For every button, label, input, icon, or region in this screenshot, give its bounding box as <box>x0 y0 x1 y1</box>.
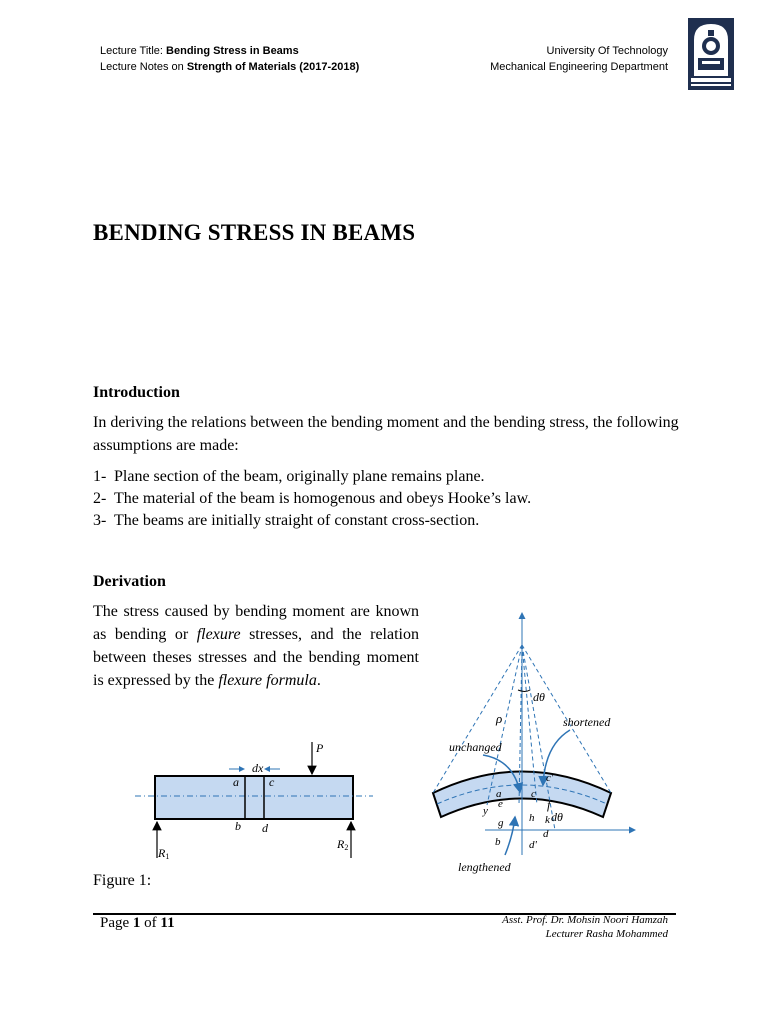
label-g: g <box>498 817 504 829</box>
label-c-prime: c' <box>546 772 554 784</box>
label-R2-main: R <box>337 837 345 851</box>
flexure-term: flexure <box>196 626 241 643</box>
label-P: P <box>316 741 324 755</box>
label-R1 <box>157 846 169 861</box>
flexure-formula-term: flexure formula <box>218 672 317 689</box>
beam-figure <box>125 738 385 868</box>
header-right <box>490 43 668 75</box>
footer-authors <box>502 913 668 941</box>
label-d: d <box>262 821 268 835</box>
page-number <box>100 915 175 932</box>
label-a: a <box>233 775 239 789</box>
label-c: c <box>269 775 275 789</box>
label-a: a <box>496 788 502 800</box>
label-dtheta: dθ <box>551 810 563 824</box>
page-prefix: Page <box>100 915 133 931</box>
label-b: b <box>495 836 501 848</box>
label-R1-sub: 1 <box>165 852 170 861</box>
label-rho: ρ <box>496 711 503 726</box>
lecture-notes-prefix: Lecture Notes on <box>100 61 187 73</box>
lecture-title: Bending Stress in Beams <box>166 45 299 57</box>
label-h: h <box>529 812 535 824</box>
list-item-number: 2- <box>93 490 107 507</box>
label-R1-main: R <box>158 846 166 860</box>
label-R2-sub: 2 <box>344 843 349 852</box>
label-unchanged: unchanged <box>449 740 502 754</box>
author-1: Asst. Prof. Dr. Mohsin Noori Hamzah <box>502 914 668 926</box>
label-R2 <box>336 837 348 852</box>
derivation-text-part: The stress caused by bending moment are known as bending or <box>93 603 419 643</box>
list-item-text: The material of the beam is homogenous and obeys Hooke’s law. <box>114 490 532 507</box>
lecture-title-line <box>100 43 359 59</box>
label-c: c <box>531 788 536 800</box>
dtheta-arc <box>518 690 530 692</box>
list-item-text: The beams are initially straight of constant cross-section. <box>114 512 480 529</box>
label-lengthened: lengthened <box>458 860 511 874</box>
derivation-text-part: stresses, and the relation between theses stresses and the bending moment is expressed by the <box>93 626 419 689</box>
page-title: BENDING STRESS IN BEAMS <box>93 220 416 245</box>
assumptions-list <box>93 466 531 532</box>
label-shortened: shortened <box>563 715 611 729</box>
label-d-prime: d' <box>529 839 537 851</box>
figure-caption: Figure 1: <box>93 872 152 889</box>
derivation-heading: Derivation <box>93 573 166 590</box>
header-left <box>100 43 359 75</box>
lecture-title-prefix: Lecture Title: <box>100 45 167 57</box>
lecture-notes-line <box>100 59 359 75</box>
list-item <box>93 488 531 510</box>
bent-beam-figure <box>425 605 645 880</box>
university-logo-icon <box>686 16 736 92</box>
label-k: k <box>545 814 550 826</box>
beam-body <box>155 776 353 819</box>
dx-label: dx <box>252 761 264 775</box>
course-name: Strength of Materials (2017-2018) <box>186 61 360 73</box>
author-2: Lecturer Rasha Mohammed <box>545 928 668 940</box>
derivation-text-part: . <box>316 672 321 689</box>
label-d: d <box>543 828 549 840</box>
label-b: b <box>235 819 241 833</box>
list-item <box>93 510 531 532</box>
label-dtheta-top: dθ <box>533 690 545 704</box>
page-of: of <box>140 915 161 931</box>
department-name: Mechanical Engineering Department <box>490 61 668 73</box>
label-f: f <box>547 798 551 812</box>
list-item-number: 1- <box>93 468 107 485</box>
label-e: e <box>498 798 503 810</box>
list-item <box>93 466 531 488</box>
page-total: 11 <box>160 915 175 931</box>
page-current: 1 <box>132 915 141 931</box>
university-name: University Of Technology <box>546 45 668 57</box>
label-y: y <box>483 805 488 817</box>
introduction-text: In deriving the relations between the bending moment and the bending stress, the following assumptions are made: <box>93 414 679 454</box>
list-item-number: 3- <box>93 512 107 529</box>
introduction-heading: Introduction <box>93 384 180 401</box>
lengthened-pointer <box>505 817 515 855</box>
derivation-text <box>93 600 419 692</box>
list-item-text: Plane section of the beam, originally plane remains plane. <box>114 468 485 485</box>
